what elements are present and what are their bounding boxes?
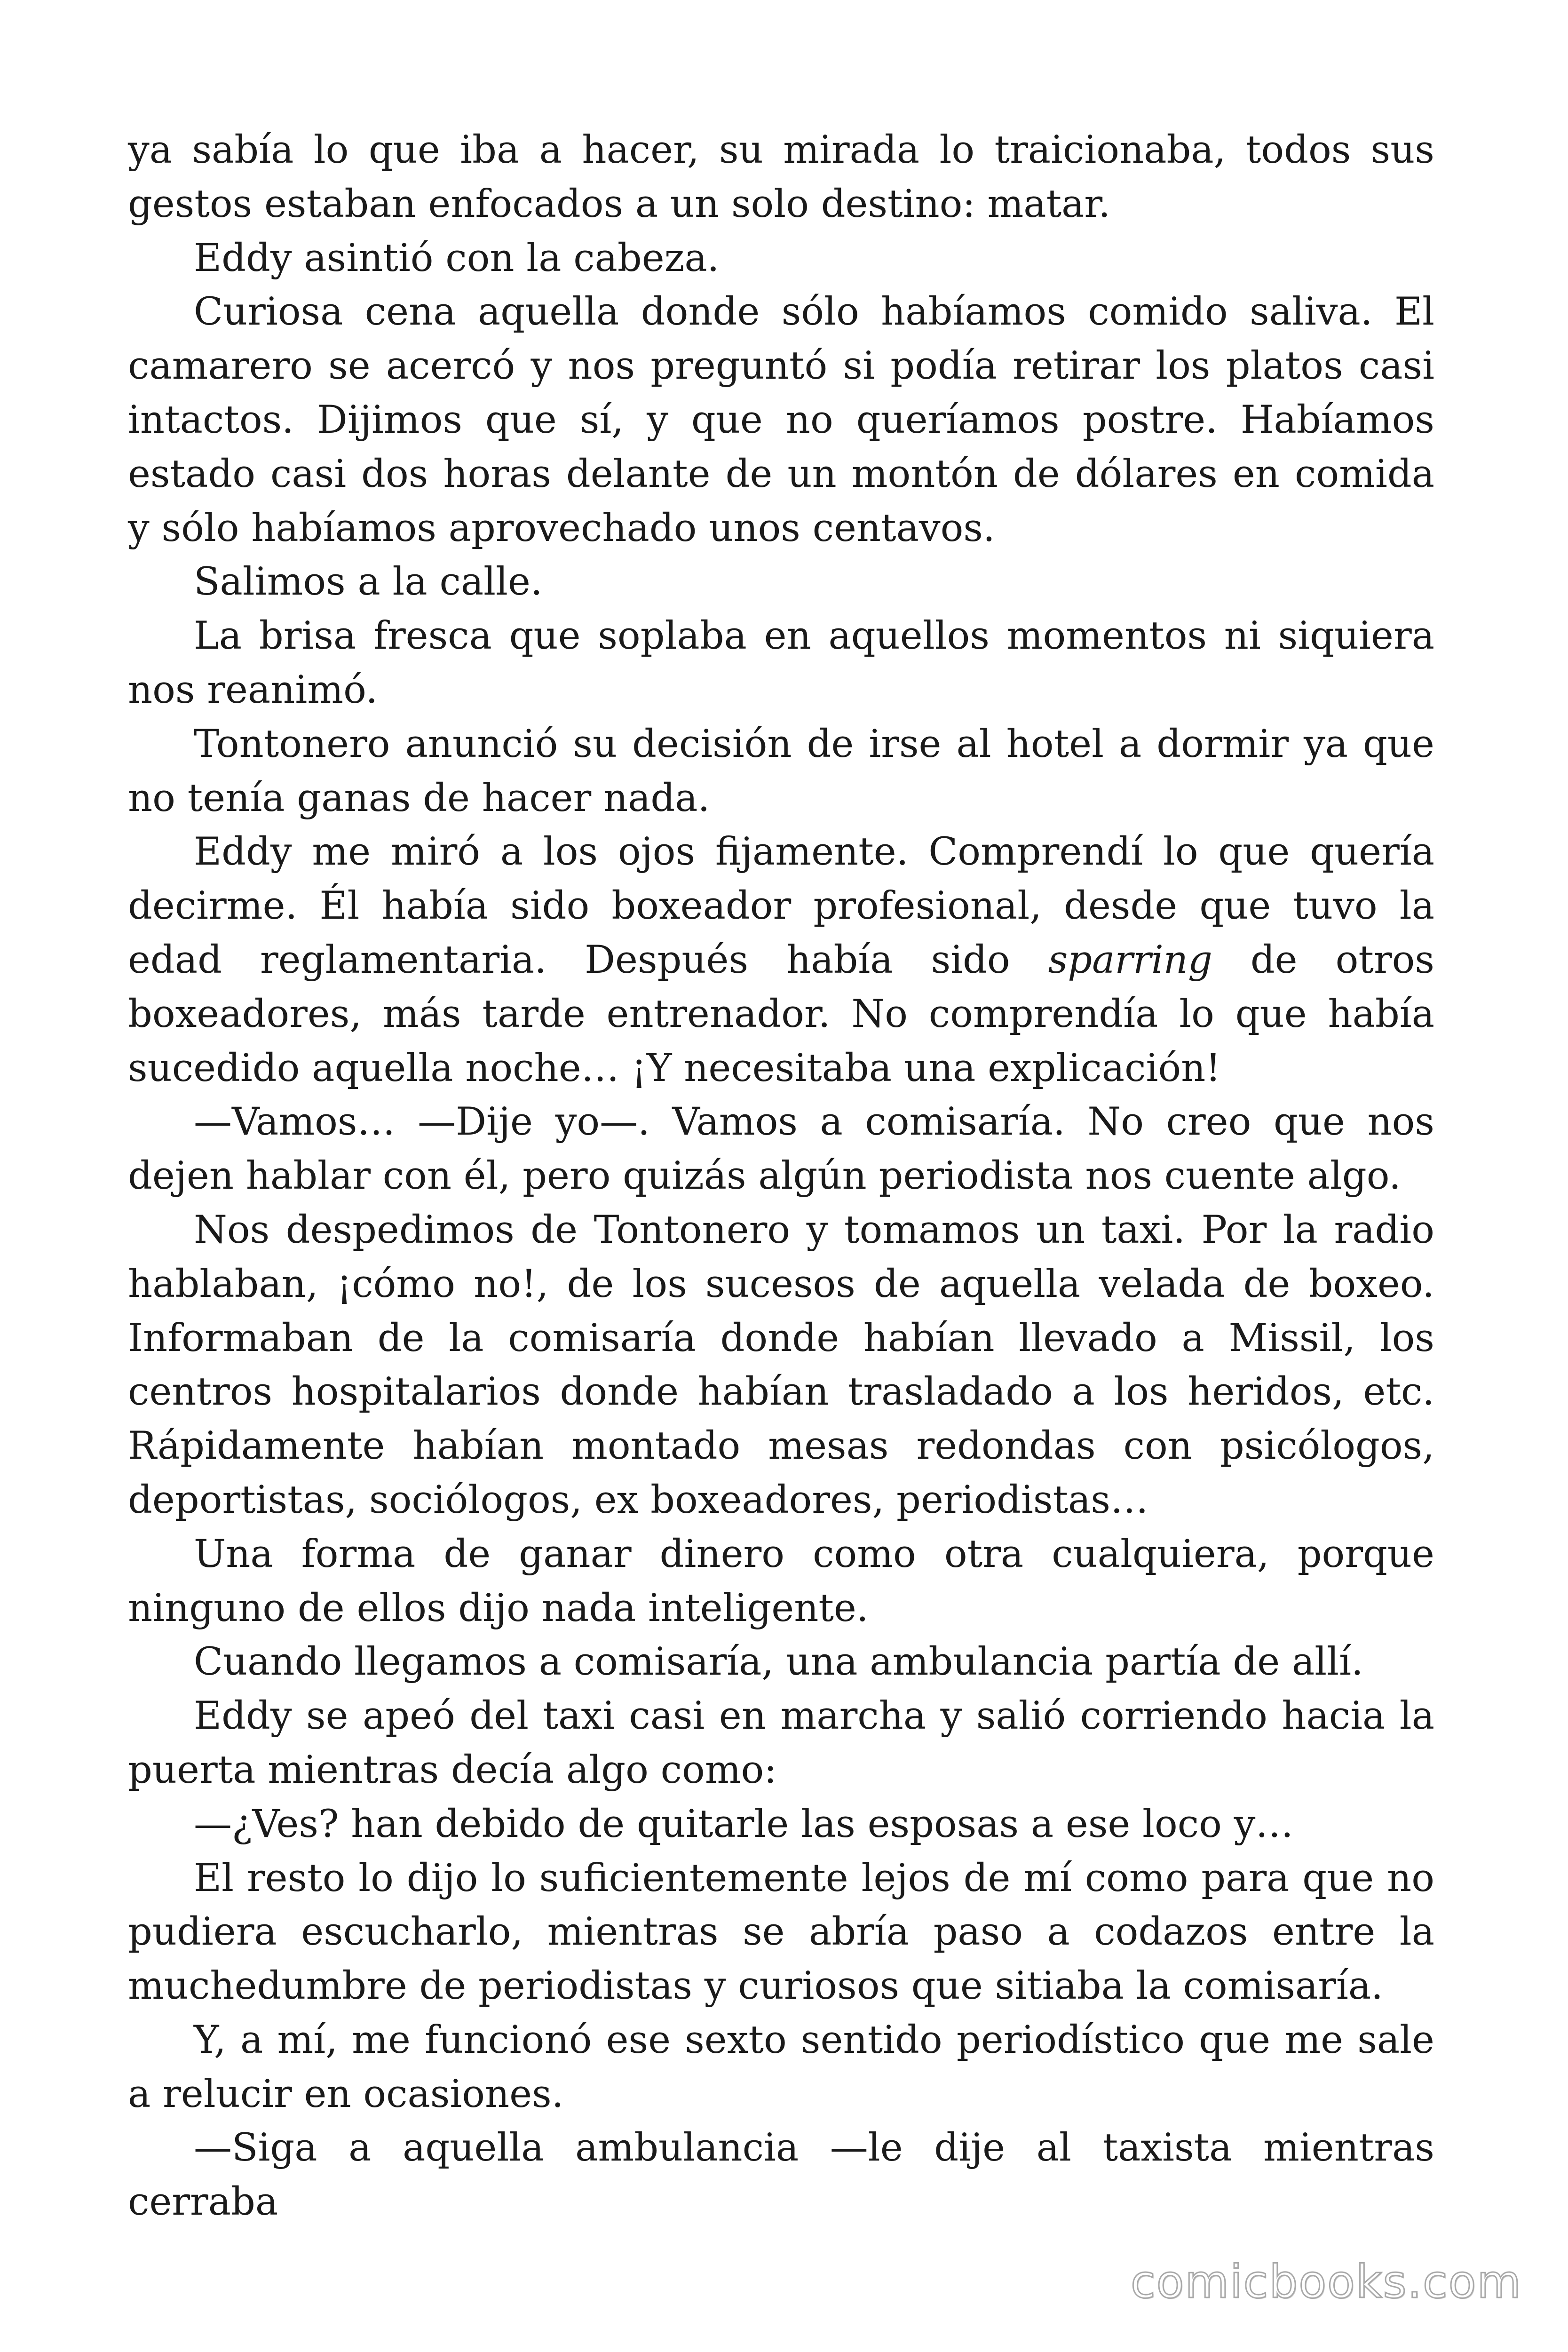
- body-text: [128, 123, 1434, 2229]
- paragraph-with-italic: [128, 825, 1434, 1095]
- paragraph: Salimos a la calle.: [194, 560, 543, 604]
- paragraph: Eddy asintió con la cabeza.: [194, 236, 720, 280]
- paragraph: Tontonero anunció su decisión de irse al hotel a dormir ya que no tenía ganas de hacer nada.: [128, 722, 1434, 820]
- paragraph: El resto lo dijo lo suficientemente lejos de mí como para que no pudiera escucharlo, mientras se abría paso a codazos entre la muchedumbre de periodistas y curiosos que sitiaba la comisaría.: [128, 1856, 1434, 2009]
- paragraph: Curiosa cena aquella donde sólo habíamos comido saliva. El camarero se acercó y nos preguntó si podía retirar los platos casi intactos. Dijimos que sí, y que no queríamos postre. Habíamos estado casi dos horas delante de un montón de dólares en comida y sólo habíamos aprovechado unos centavos.: [128, 290, 1434, 550]
- paragraph-text-after: de otros boxeadores, más tarde entrenador. No comprendía lo que había sucedido aquella noche… ¡Y necesitaba una explicación!: [128, 938, 1434, 1090]
- paragraph: La brisa fresca que soplaba en aquellos momentos ni siquiera nos reanimó.: [128, 614, 1434, 712]
- paragraph-cut-off: —Siga a aquella ambulancia —le dije al taxista mientras cerraba: [128, 2126, 1434, 2225]
- italic-word: sparring: [1048, 938, 1212, 982]
- paragraph-continuation: ya sabía lo que iba a hacer, su mirada lo traicionaba, todos sus gestos estaban enfocados a un solo destino: matar.: [128, 128, 1434, 226]
- paragraph: —¿Ves? han debido de quitarle las esposas a ese loco y…: [194, 1802, 1294, 1846]
- paragraph: Eddy se apeó del taxi casi en marcha y salió corriendo hacia la puerta mientras decía algo como:: [128, 1694, 1434, 1792]
- paragraph-text-before: Eddy me miró a los ojos fijamente. Comprendí lo que quería decirme. Él había sido boxeador profesional, desde que tuvo la edad reglamentaria. Después había sido: [128, 830, 1434, 982]
- paragraph: —Vamos… —Dije yo—. Vamos a comisaría. No creo que nos dejen hablar con él, pero quizás algún periodista nos cuente algo.: [128, 1100, 1434, 1199]
- paragraph: Y, a mí, me funcionó ese sexto sentido periodístico que me sale a relucir en ocasiones.: [128, 2018, 1434, 2116]
- watermark-logo: comicbooks.com: [1130, 2256, 1522, 2308]
- paragraph: Cuando llegamos a comisaría, una ambulancia partía de allí.: [194, 1640, 1363, 1685]
- paragraph: Una forma de ganar dinero como otra cualquiera, porque ninguno de ellos dijo nada inteligente.: [128, 1532, 1434, 1630]
- paragraph: Nos despedimos de Tontonero y tomamos un taxi. Por la radio hablaban, ¡cómo no!, de los sucesos de aquella velada de boxeo. Informaban de la comisaría donde habían llevado a Missil, los centros hospitalarios donde habían trasladado a los heridos, etc. Rápidamente habían montado mesas redondas con psicólogos, deportistas, sociólogos, ex boxeadores, periodistas…: [128, 1208, 1434, 1522]
